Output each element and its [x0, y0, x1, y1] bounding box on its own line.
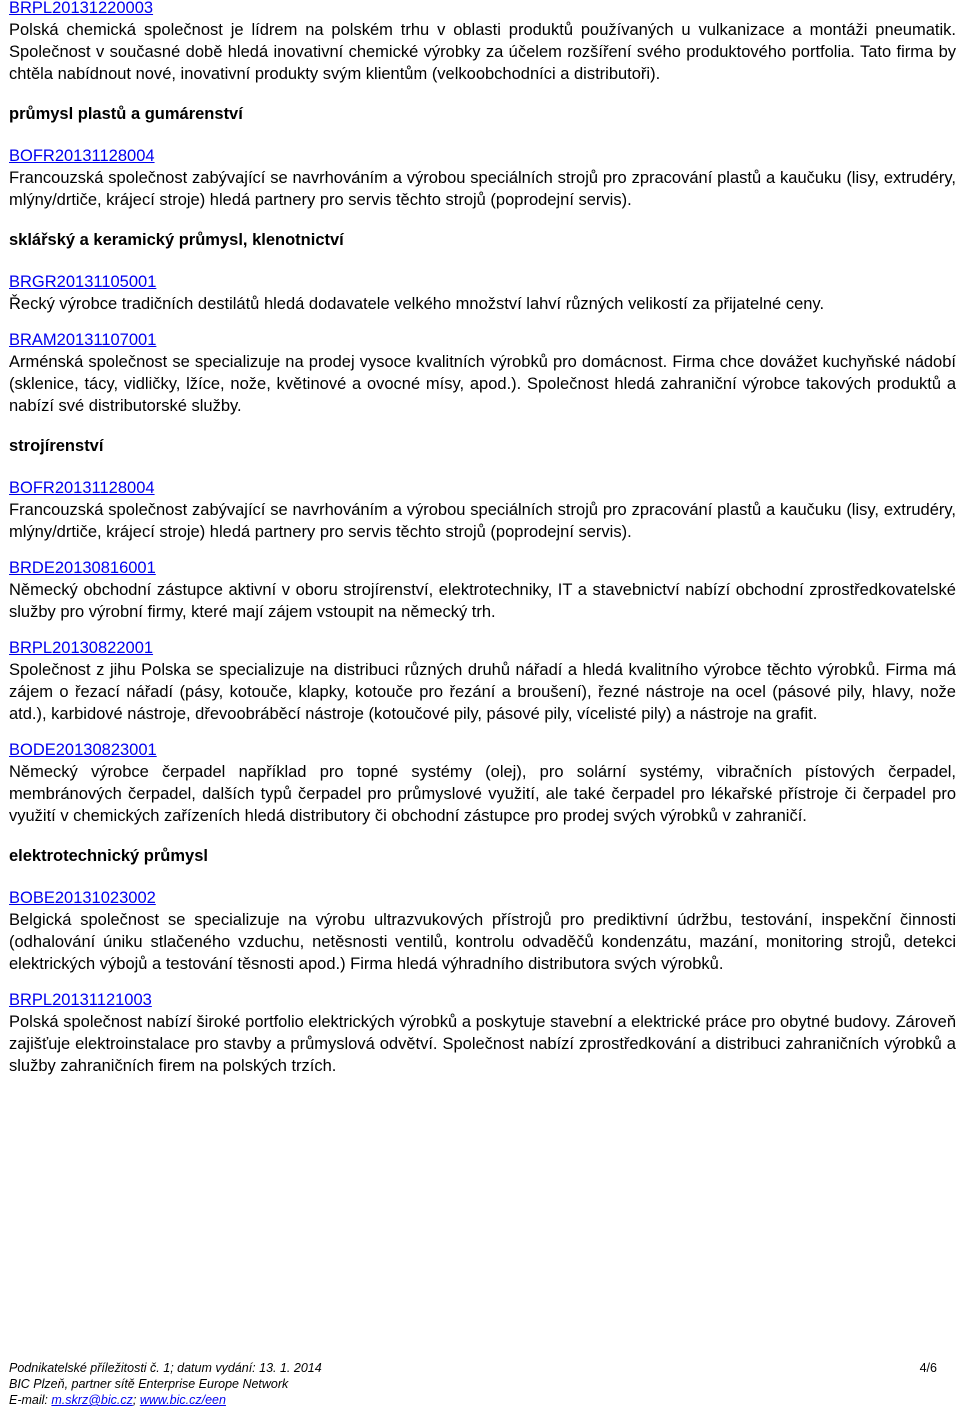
opportunity-entry: [9, 557, 956, 623]
entry-code-link[interactable]: BRAM20131107001: [9, 331, 157, 349]
entry-description: Arménská společnost se specializuje na prodej vysoce kvalitních výrobků pro domácnost. Firma chce dovážet kuchyňské nádobí (sklenice, tácy, vidličky, lžíce, nože, květinové a ovocné mísy, apod.). Společnost hledá zahraniční výrobce takových produktů a nabízí své distributorské služby.: [9, 353, 956, 415]
opportunity-entry: [9, 887, 956, 975]
section-engineering: [9, 435, 956, 827]
footer-separator: ;: [132, 1393, 137, 1407]
section-heading: strojírenství: [9, 437, 104, 455]
footer-website-link[interactable]: www.bic.cz/een: [139, 1393, 226, 1407]
footer-page-number: 4/6: [919, 1361, 937, 1375]
document-body: [9, 0, 956, 1077]
section-heading: sklářský a keramický průmysl, klenotnictví: [9, 231, 344, 249]
opportunity-entry: [9, 329, 956, 417]
entry-code-link[interactable]: BRDE20130816001: [9, 559, 156, 577]
footer-publication: Podnikatelské příležitosti č. 1; datum vydání: 13. 1. 2014: [9, 1361, 322, 1375]
entry-description: Francouzská společnost zabývající se navrhováním a výrobou speciálních strojů pro zpracování plastů a kaučuku (lisy, extrudéry, mlýny/drtiče, krájecí stroje) hledá partnery pro servis těchto strojů (poprodejní servis).: [9, 501, 956, 541]
opportunity-entry: [9, 637, 956, 725]
entry-code-link[interactable]: BOFR20131128004: [9, 147, 155, 165]
section-heading: průmysl plastů a gumárenství: [9, 105, 243, 123]
section-heading: elektrotechnický průmysl: [9, 847, 208, 865]
entry-description: Belgická společnost se specializuje na výrobu ultrazvukových přístrojů pro prediktivní údržbu, testování, inspekční činnosti (odhalování úniku stlačeného vzduchu, netěsnosti ventilů, kontrolu odvaděčů kondenzátu, mazání, monitoring strojů, detekci elektrických výbojů a testování těsnosti apod.) Firma hledá výhradního distributora svých výrobků.: [9, 911, 956, 973]
opportunity-entry: [9, 739, 956, 827]
entry-code-link[interactable]: BODE20130823001: [9, 741, 157, 759]
entry-code-link[interactable]: BRPL20131220003: [9, 0, 154, 17]
section-glass-ceramics: [9, 229, 956, 417]
entry-description: Polská chemická společnost je lídrem na polském trhu v oblasti produktů používaných u vulkanizace a montáži pneumatik. Společnost v současné době hledá inovativní chemické výrobky za účelem rozšíření svého produktového portfolia. Tato firma by chtěla nabídnout nové, inovativní produkty svým klientům (velkoobchodníci a distributoři).: [9, 21, 956, 83]
entry-description: Francouzská společnost zabývající se navrhováním a výrobou speciálních strojů pro zpracování plastů a kaučuku (lisy, extrudéry, mlýny/drtiče, krájecí stroje) hledá partnery pro servis těchto strojů (poprodejní servis).: [9, 169, 956, 209]
section-electrical: [9, 845, 956, 1077]
entry-description: Řecký výrobce tradičních destilátů hledá dodavatele velkého množství lahví různých velikostí za přijatelné ceny.: [9, 295, 825, 313]
opportunity-entry: [9, 989, 956, 1077]
footer-organization-row: [9, 1376, 937, 1392]
opportunity-entry: [9, 145, 956, 211]
entry-code-link[interactable]: BOBE20131023002: [9, 889, 156, 907]
entry-description: Německý výrobce čerpadel například pro topné systémy (olej), pro solární systémy, vibračních pístových čerpadel, membránových čerpadel, dalších typů čerpadel pro průmyslové využití, ale také čerpadel pro lékařské přístroje či čerpadel pro využití v chemických zařízeních hledá distributory či obchodní zástupce pro prodej svých výrobků v zahraničí.: [9, 763, 956, 825]
section-plastics-rubber: [9, 103, 956, 211]
footer-contact-row: [9, 1392, 937, 1408]
entry-code-link[interactable]: BOFR20131128004: [9, 479, 155, 497]
opportunity-entry: [9, 271, 956, 315]
entry-code-link[interactable]: BRPL20130822001: [9, 639, 154, 657]
entry-code-link[interactable]: BRPL20131121003: [9, 991, 152, 1009]
footer-email-label: E-mail:: [9, 1393, 48, 1407]
footer-organization: BIC Plzeň, partner sítě Enterprise Europe Network: [9, 1377, 289, 1391]
footer-email-link[interactable]: m.skrz@bic.cz: [51, 1393, 133, 1407]
footer-publication-row: [9, 1360, 937, 1376]
entry-description: Polská společnost nabízí široké portfolio elektrických výrobků a poskytuje stavební a elektrické práce pro obytné budovy. Zároveň zajišťuje elektroinstalace pro stavby a průmyslová odvětví. Společnost nabízí zprostředkování a distribuci zahraničních výrobků a služby zahraničních firem na polských trzích.: [9, 1013, 956, 1075]
entry-description: Německý obchodní zástupce aktivní v oboru strojírenství, elektrotechniky, IT a stavebnictví nabízí obchodní zprostředkovatelské služby pro výrobní firmy, které mají zájem vstoupit na německý trh.: [9, 581, 956, 621]
opportunity-entry: [9, 477, 956, 543]
entry-code-link[interactable]: BRGR20131105001: [9, 273, 157, 291]
page-footer: [9, 1360, 937, 1408]
intro-entry: [9, 0, 956, 85]
entry-description: Společnost z jihu Polska se specializuje na distribuci různých druhů nářadí a hledá kvalitního výrobce těchto výrobků. Firma má zájem o řezací nářadí (pásy, kotouče, klapky, kotouče pro řezání a broušení), řezné nástroje na ocel (pásové pily, hlavy, nože atd.), karbidové nástroje, dřevoobráběcí nástroje (kotoučové pily, pásové pily, vícelisté pily) a nástroje na grafit.: [9, 661, 956, 723]
